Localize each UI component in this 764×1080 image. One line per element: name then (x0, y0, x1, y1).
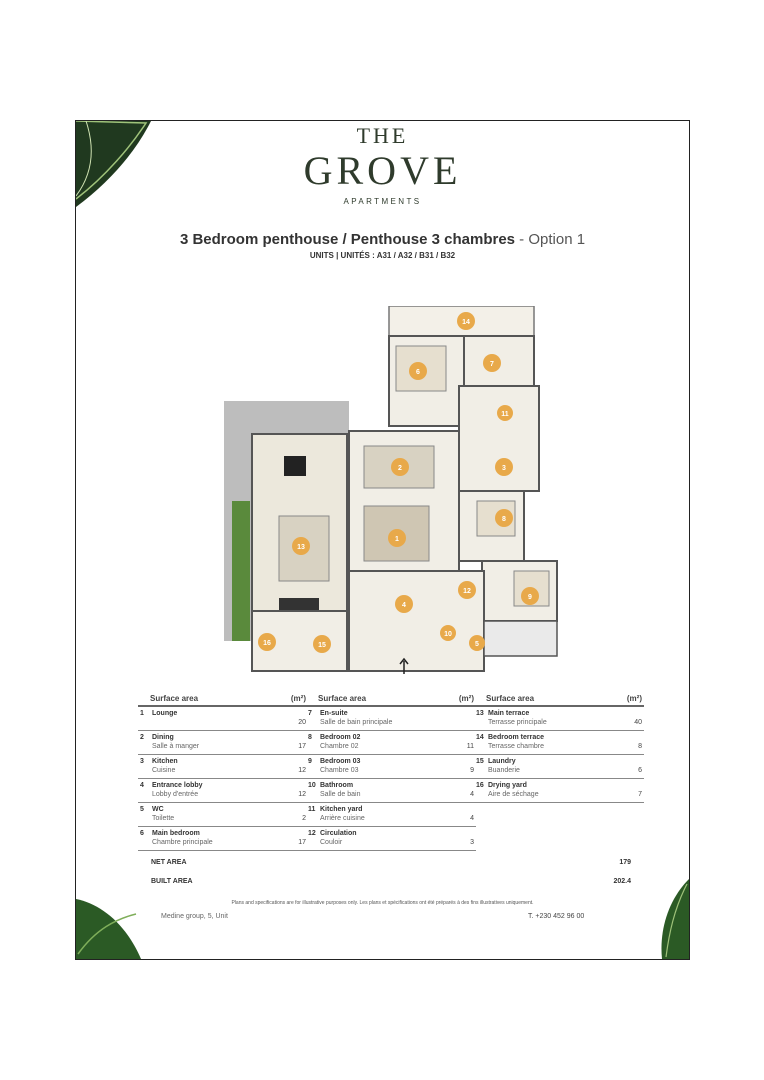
table-row: 8 Bedroom 02 Chambre 02 11 (306, 731, 476, 755)
table-row: 10 Bathroom Salle de bain 4 (306, 779, 476, 803)
built-area-value: 202.4 (613, 878, 631, 885)
svg-text:13: 13 (297, 544, 305, 551)
room-badge-16 (258, 633, 276, 651)
col-3-header: Surface area (486, 694, 535, 703)
plan-title-option: - Option 1 (515, 231, 586, 248)
svg-text:6: 6 (416, 369, 420, 376)
plan-grill (284, 456, 306, 476)
floor-plan (224, 306, 564, 676)
room-badge-3 (495, 458, 513, 476)
svg-text:11: 11 (501, 411, 509, 418)
svg-text:5: 5 (475, 641, 479, 648)
plan-sofa (279, 598, 319, 610)
footer-address: Medine group, 5, Unit (161, 913, 228, 920)
col-2-header: Surface area (318, 694, 367, 703)
room-badge-2 (391, 458, 409, 476)
plan-planter (232, 501, 250, 641)
room-badge-14 (457, 312, 475, 330)
room-badge-4 (395, 595, 413, 613)
svg-text:9: 9 (528, 594, 532, 601)
svg-text:15: 15 (318, 642, 326, 649)
table-row: 13 Main terrace Terrasse principale 40 (474, 707, 644, 731)
palm-leaf-bottom-right-icon (654, 879, 689, 959)
room-badge-7 (483, 354, 501, 372)
table-row: 7 En-suite Salle de bain principale (306, 707, 476, 731)
room-badge-5 (469, 635, 485, 651)
net-area-value: 179 (619, 859, 631, 866)
table-row: 3 Kitchen Cuisine 12 (138, 755, 308, 779)
table-row: 16 Drying yard Aire de séchage 7 (474, 779, 644, 803)
svg-text:2: 2 (398, 465, 402, 472)
room-badge-1 (388, 529, 406, 547)
brand-the: THE (356, 123, 409, 148)
svg-text:10: 10 (444, 631, 452, 638)
surface-table-col-2 (306, 694, 476, 851)
brand-grove: GROVE (303, 148, 462, 193)
net-area-label: NET AREA (151, 859, 187, 866)
table-row: 5 WC Toilette 2 (138, 803, 308, 827)
plan-kitchen (459, 386, 539, 491)
room-badge-8 (495, 509, 513, 527)
table-row: 11 Kitchen yard Arrière cuisine 4 (306, 803, 476, 827)
plan-corridor (484, 621, 557, 656)
footer-phone: T. +230 452 96 00 (528, 913, 585, 920)
table-row: 12 Circulation Couloir 3 (306, 827, 476, 851)
room-badge-9 (521, 587, 539, 605)
table-row: 14 Bedroom terrace Terrasse chambre 8 (474, 731, 644, 755)
col-2-unit: (m²) (458, 694, 474, 703)
room-badge-13 (292, 537, 310, 555)
svg-text:1: 1 (395, 536, 399, 543)
plan-title-main: 3 Bedroom penthouse / Penthouse 3 chambres (179, 231, 516, 248)
svg-text:3: 3 (502, 465, 506, 472)
units-line: UNITS | UNITÉS : A31 / A32 / B31 / B32 (309, 251, 456, 260)
table-row: 9 Bedroom 03 Chambre 03 9 (306, 755, 476, 779)
col-1-header: Surface area (150, 694, 199, 703)
brochure-page (75, 120, 690, 960)
surface-table-col-3 (474, 694, 644, 803)
room-badge-12 (458, 581, 476, 599)
table-row: 4 Entrance lobby Lobby d'entrée 12 (138, 779, 308, 803)
svg-text:4: 4 (402, 602, 406, 609)
table-row: 1 Lounge 20 (138, 707, 308, 731)
svg-text:16: 16 (263, 640, 271, 647)
brand-apartments: APARTMENTS (343, 197, 422, 206)
svg-text:14: 14 (462, 319, 470, 326)
col-3-unit: (m²) (626, 694, 642, 703)
room-badge-15 (313, 635, 331, 653)
col-1-unit: (m²) (290, 694, 306, 703)
plan-title (76, 231, 689, 248)
svg-text:8: 8 (502, 516, 506, 523)
room-badge-6 (409, 362, 427, 380)
room-badge-11 (497, 405, 513, 421)
room-badge-10 (440, 625, 456, 641)
svg-text:7: 7 (490, 361, 494, 368)
surface-table-col-1 (138, 694, 308, 851)
svg-text:12: 12 (463, 588, 471, 595)
table-row: 2 Dining Salle à manger 17 (138, 731, 308, 755)
table-row: 6 Main bedroom Chambre principale 17 (138, 827, 308, 851)
table-row: 15 Laundry Buanderie 6 (474, 755, 644, 779)
built-area-label: BUILT AREA (151, 878, 193, 885)
disclaimer: Plans and specifications are for illustrative purposes only. Les plans et spécifications ont été préparés à des fins illustratives uniquement. (231, 900, 534, 906)
